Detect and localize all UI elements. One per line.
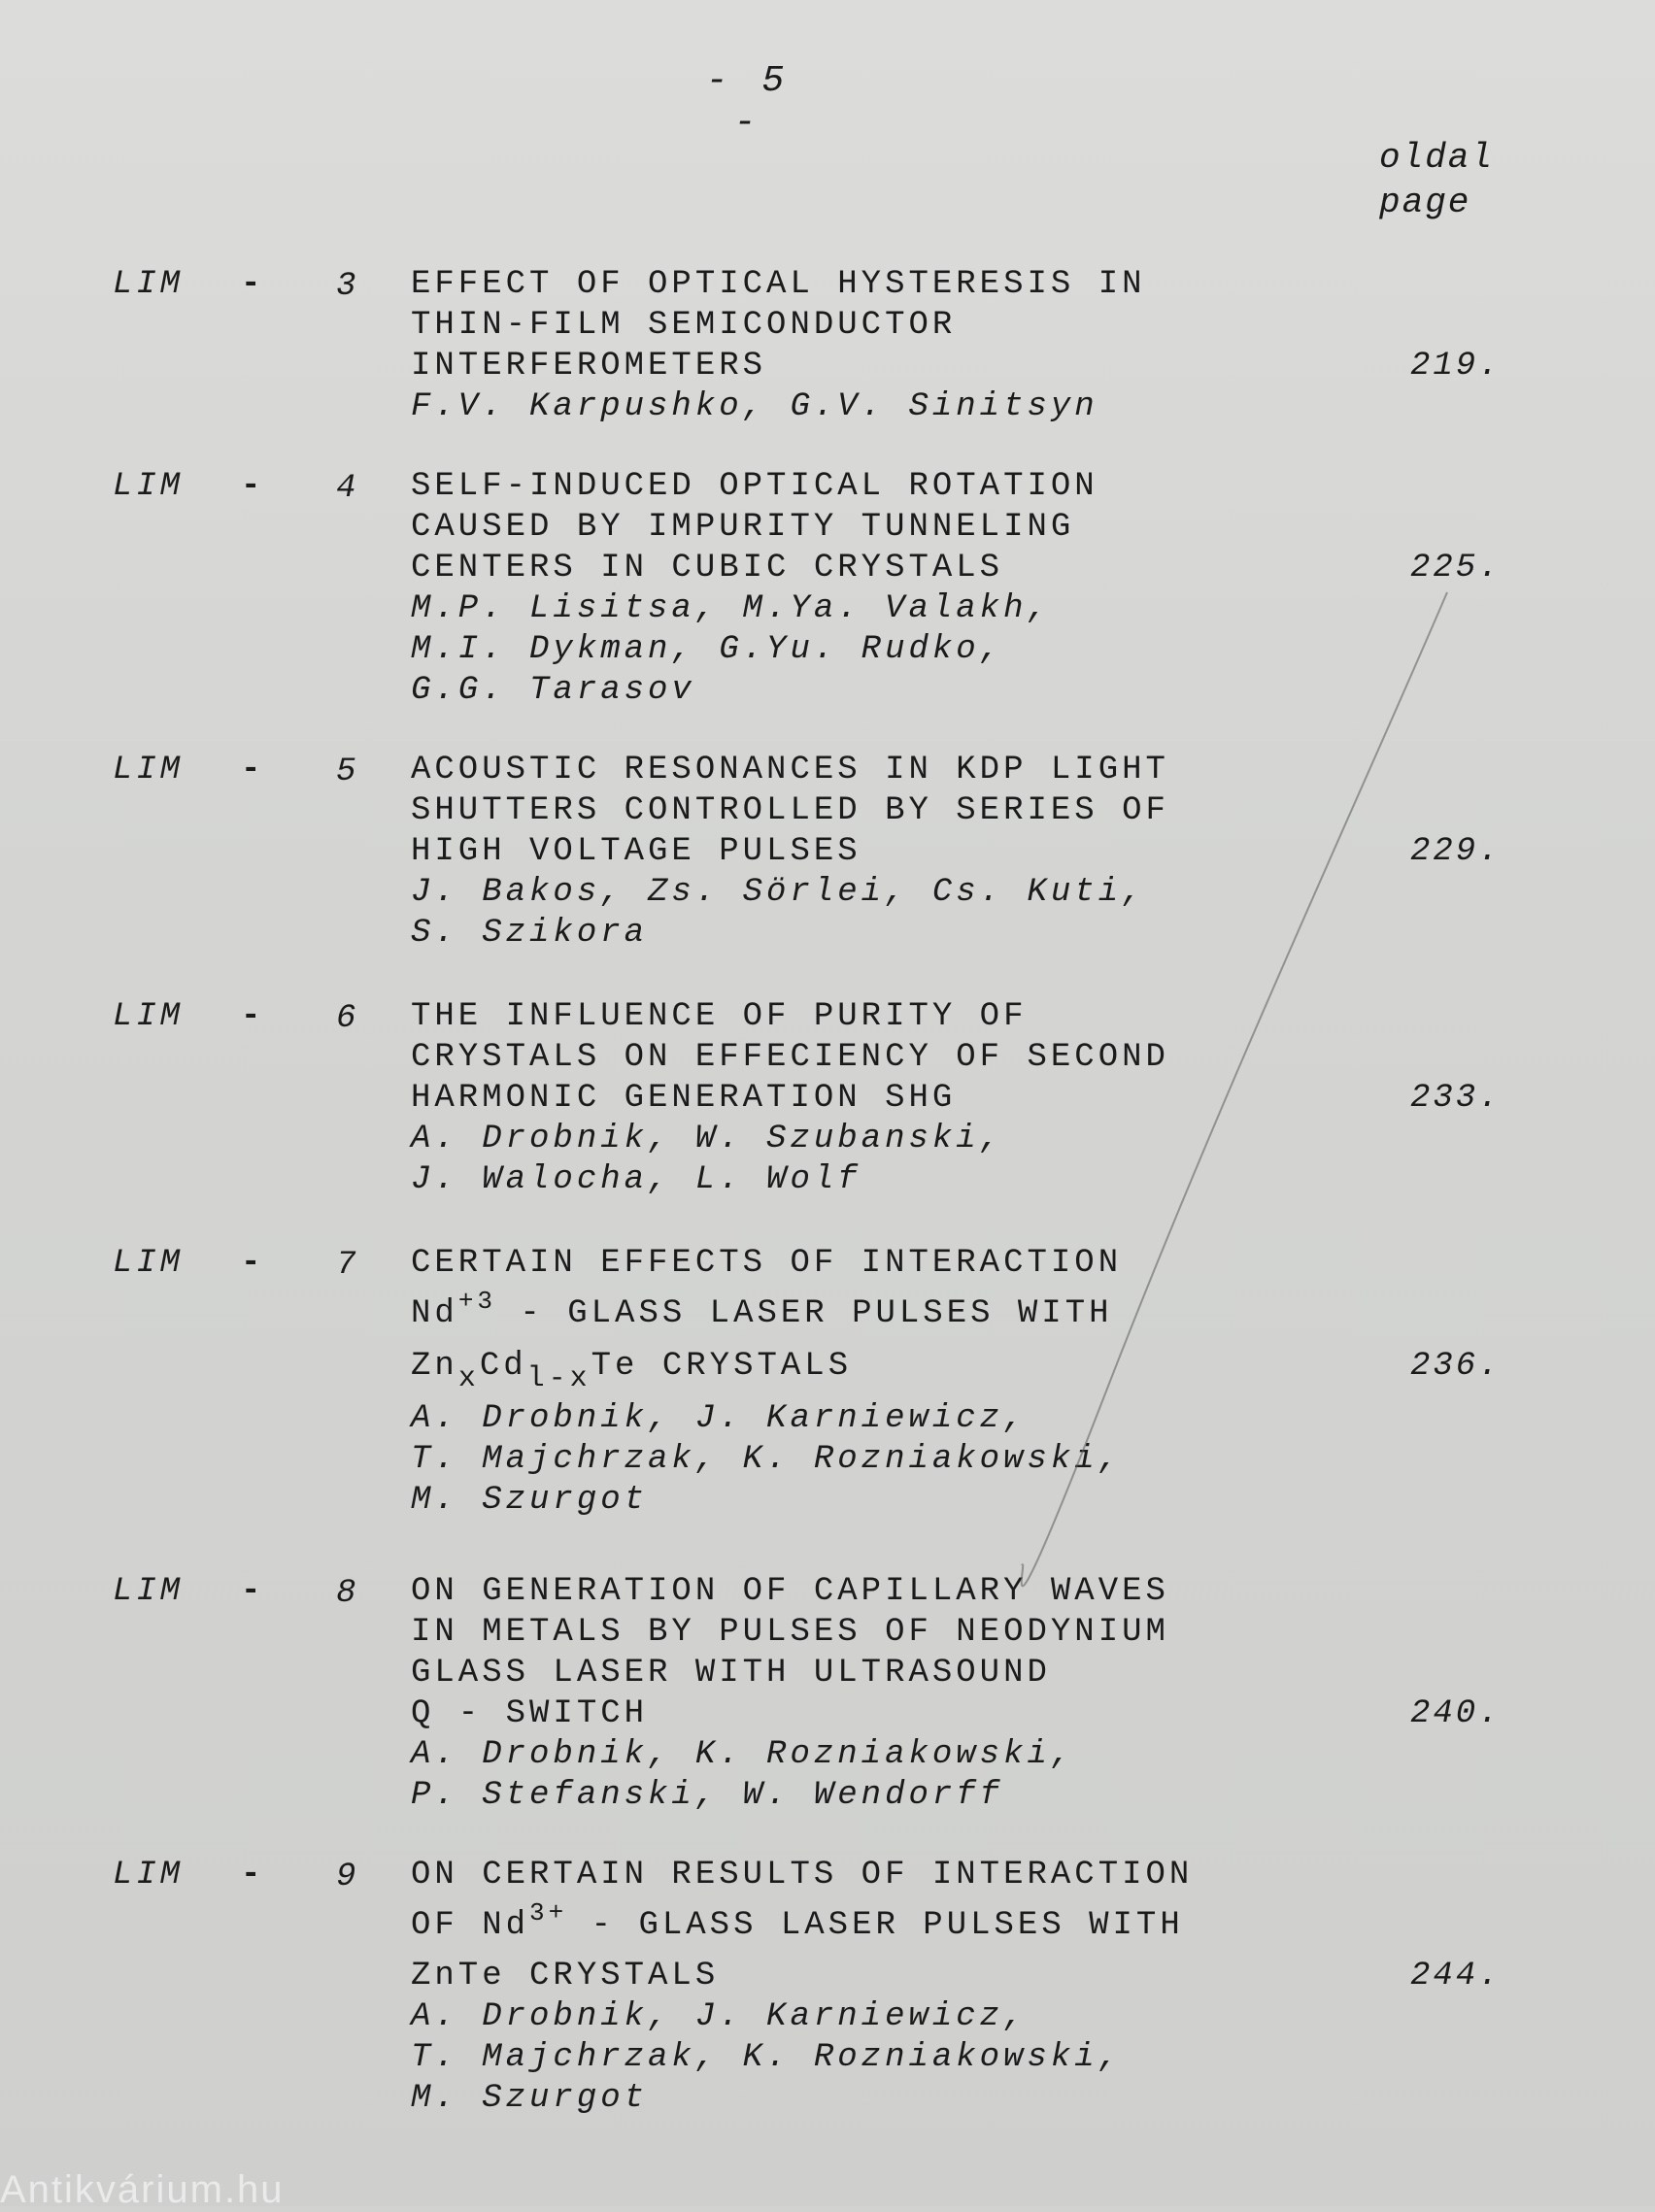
formula-text: - GLASS LASER PULSES WITH xyxy=(496,1295,1113,1332)
entry-title-line: ZnTe CRYSTALS xyxy=(411,1958,720,1994)
entry-number: 7 xyxy=(336,1247,356,1284)
formula-subscript: x xyxy=(457,1362,480,1395)
entry-authors: A. Drobnik, K. Rozniakowski, xyxy=(411,1736,1075,1773)
entry-title-line: SELF-INDUCED OPTICAL ROTATION xyxy=(411,468,1098,505)
watermark-text: Antikvárium.hu xyxy=(0,2168,285,2211)
entry-number: 5 xyxy=(336,754,356,790)
entry-title-line: THE INFLUENCE OF PURITY OF xyxy=(411,998,1028,1035)
entry-code: LIM xyxy=(113,1857,185,1894)
formula-text: OF Nd xyxy=(411,1907,530,1944)
column-label-english: page xyxy=(1379,183,1471,222)
entry-body xyxy=(411,264,1285,427)
entry-dash: - xyxy=(241,1857,261,1894)
entry-title-line: CERTAIN EFFECTS OF INTERACTION xyxy=(411,1245,1123,1282)
entry-title-line: ON CERTAIN RESULTS OF INTERACTION xyxy=(411,1857,1194,1894)
entry-authors: G.G. Tarasov xyxy=(411,672,695,709)
formula-text: Zn xyxy=(411,1348,458,1385)
entry-number: 8 xyxy=(336,1575,356,1612)
entry-title-line: GLASS LASER WITH ULTRASOUND xyxy=(411,1655,1051,1692)
entry-title-line: SHUTTERS CONTROLLED BY SERIES OF xyxy=(411,792,1169,829)
entry-page-number: 244. xyxy=(1410,1958,1502,1994)
formula-superscript: +3 xyxy=(457,1287,497,1316)
entry-title-line: INTERFEROMETERS xyxy=(411,348,767,385)
entry-dash: - xyxy=(241,266,261,303)
entry-number: 9 xyxy=(336,1859,356,1895)
entry-page-number: 240. xyxy=(1410,1695,1502,1732)
entry-authors: T. Majchrzak, K. Rozniakowski, xyxy=(411,1441,1123,1478)
entry-title-line xyxy=(411,1895,1285,1956)
entry-title-line: HIGH VOLTAGE PULSES xyxy=(411,833,861,870)
entry-dash: - xyxy=(241,468,261,505)
entry-authors: T. Majchrzak, K. Rozniakowski, xyxy=(411,2039,1123,2076)
entry-title-line: IN METALS BY PULSES OF NEODYNIUM xyxy=(411,1614,1169,1651)
entry-number: 4 xyxy=(336,470,356,507)
entry-code: LIM xyxy=(113,998,185,1035)
entry-title-line xyxy=(411,1284,1285,1344)
entry-authors: J. Bakos, Zs. Sörlei, Cs. Kuti, xyxy=(411,874,1146,911)
entry-page-number: 219. xyxy=(1410,348,1502,385)
formula-subscript: l-x xyxy=(526,1362,591,1395)
column-label-hungarian: oldal xyxy=(1379,138,1495,178)
entry-title-line: CENTERS IN CUBIC CRYSTALS xyxy=(411,550,1004,587)
entry-dash: - xyxy=(241,998,261,1035)
formula-text: - GLASS LASER PULSES WITH xyxy=(567,1907,1184,1944)
entry-authors: A. Drobnik, J. Karniewicz, xyxy=(411,1998,1028,2035)
entry-code: LIM xyxy=(113,266,185,303)
entry-title-line: CRYSTALS ON EFFECIENCY OF SECOND xyxy=(411,1039,1169,1076)
entry-title-line: EFFECT OF OPTICAL HYSTERESIS IN xyxy=(411,266,1146,303)
entry-authors: S. Szikora xyxy=(411,915,649,952)
entry-code: LIM xyxy=(113,468,185,505)
entry-title-line: THIN-FILM SEMICONDUCTOR xyxy=(411,307,957,344)
entry-page-number: 229. xyxy=(1410,833,1502,870)
entry-title-line xyxy=(411,1344,1285,1395)
entry-authors: J. Walocha, L. Wolf xyxy=(411,1161,861,1198)
entry-title-line: HARMONIC GENERATION SHG xyxy=(411,1080,957,1117)
entry-authors: A. Drobnik, W. Szubanski, xyxy=(411,1121,1004,1157)
entry-body xyxy=(411,1243,1285,1521)
entry-authors: M. Szurgot xyxy=(411,2080,649,2117)
entry-authors: M. Szurgot xyxy=(411,1482,649,1519)
entry-authors: A. Drobnik, J. Karniewicz, xyxy=(411,1400,1028,1437)
entry-title-line: ACOUSTIC RESONANCES IN KDP LIGHT xyxy=(411,752,1169,788)
entry-page-number: 225. xyxy=(1410,550,1502,587)
entry-code: LIM xyxy=(113,1245,185,1282)
formula-text: Nd xyxy=(411,1295,458,1332)
entry-authors: M.P. Lisitsa, M.Ya. Valakh, xyxy=(411,590,1051,627)
formula-text: Cd xyxy=(479,1348,527,1385)
entry-authors: P. Stefanski, W. Wendorff xyxy=(411,1777,1004,1814)
entry-body xyxy=(411,1855,1285,2119)
entry-body xyxy=(411,996,1285,1200)
page-column-label xyxy=(1379,136,1494,225)
entry-title-line: CAUSED BY IMPURITY TUNNELING xyxy=(411,509,1075,546)
entry-body xyxy=(411,1571,1285,1816)
entry-dash: - xyxy=(241,1573,261,1610)
entry-number: 3 xyxy=(336,268,356,305)
entry-title-line: ON GENERATION OF CAPILLARY WAVES xyxy=(411,1573,1169,1610)
entry-body xyxy=(411,466,1285,711)
formula-superscript: 3+ xyxy=(529,1898,568,1927)
entry-dash: - xyxy=(241,1245,261,1282)
formula-text: Te CRYSTALS xyxy=(591,1348,853,1385)
entry-authors: M.I. Dykman, G.Yu. Rudko, xyxy=(411,631,1004,668)
entry-code: LIM xyxy=(113,752,185,788)
entry-page-number: 233. xyxy=(1410,1080,1502,1117)
entry-authors: F.V. Karpushko, G.V. Sinitsyn xyxy=(411,388,1098,425)
entry-number: 6 xyxy=(336,1000,356,1037)
entry-page-number: 236. xyxy=(1410,1348,1502,1385)
entry-title-line: Q - SWITCH xyxy=(411,1695,649,1732)
entry-dash: - xyxy=(241,752,261,788)
entry-code: LIM xyxy=(113,1573,185,1610)
page-number: - 5 - xyxy=(705,60,791,144)
entry-body xyxy=(411,750,1285,954)
